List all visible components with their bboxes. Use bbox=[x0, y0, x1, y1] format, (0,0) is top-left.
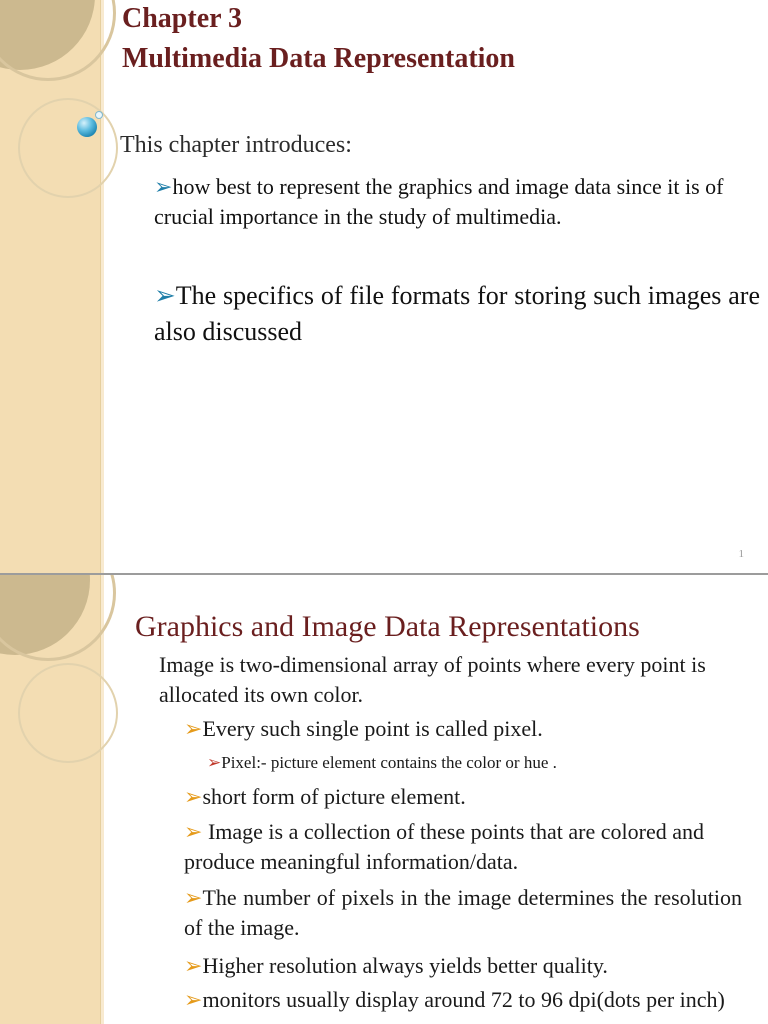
bullet-item bbox=[184, 883, 742, 943]
arrow-bullet-icon: ➢ bbox=[154, 174, 173, 199]
decorative-ring-icon bbox=[18, 98, 118, 198]
intro-text: Image is two-dimensional array of points where every point is allocated its own color. bbox=[159, 652, 706, 707]
bullet-text: short form of picture element. bbox=[202, 784, 466, 809]
stripe-edge bbox=[101, 575, 104, 1024]
slide-title-chapter: Chapter 3 bbox=[122, 3, 243, 34]
arrow-bullet-icon: ➢ bbox=[154, 281, 176, 310]
bullet-text: The specifics of file formats for storing such images are also discussed bbox=[154, 281, 760, 346]
bullet-text: Image is a collection of these points that are colored and produce meaningful information/data. bbox=[184, 819, 704, 874]
bullet-item bbox=[184, 817, 744, 877]
bullet-item bbox=[154, 172, 760, 232]
slide-2 bbox=[0, 575, 768, 1024]
bullet-text: Higher resolution always yields better quality. bbox=[202, 953, 608, 978]
arrow-bullet-icon: ➢ bbox=[184, 885, 203, 910]
arrow-bullet-icon: ➢ bbox=[207, 753, 222, 772]
small-orb-icon bbox=[95, 111, 103, 119]
arrow-bullet-icon: ➢ bbox=[184, 716, 203, 741]
bullet-item bbox=[154, 278, 760, 350]
bullet-item bbox=[184, 782, 744, 812]
sub-bullet-item bbox=[207, 751, 747, 775]
decorative-ring-icon bbox=[18, 663, 118, 763]
bullet-item bbox=[184, 951, 744, 981]
decorative-side-stripe bbox=[0, 0, 102, 573]
bullet-text: monitors usually display around 72 to 96 dpi(dots per inch) bbox=[202, 987, 725, 1012]
slide-title: Graphics and Image Data Representations bbox=[135, 610, 640, 643]
arrow-bullet-icon: ➢ bbox=[184, 819, 203, 844]
arrow-bullet-icon: ➢ bbox=[184, 953, 203, 978]
bullet-text: how best to represent the graphics and image data since it is of crucial importance in the study of multimedia. bbox=[154, 174, 724, 229]
bullet-item bbox=[184, 985, 742, 1015]
bullet-text: Every such single point is called pixel. bbox=[202, 716, 543, 741]
stripe-edge bbox=[101, 0, 104, 573]
intro-text: This chapter introduces: bbox=[120, 132, 352, 158]
bullet-text: The number of pixels in the image determines the resolution of the image. bbox=[184, 885, 742, 940]
arrow-bullet-icon: ➢ bbox=[184, 987, 203, 1012]
arrow-bullet-icon: ➢ bbox=[184, 784, 203, 809]
page-number: 1 bbox=[738, 548, 744, 560]
slide-title: Multimedia Data Representation bbox=[122, 43, 515, 74]
blue-orb-icon bbox=[77, 117, 97, 137]
bullet-item bbox=[184, 714, 744, 744]
bullet-text: Pixel:- picture element contains the color or hue . bbox=[221, 753, 557, 772]
